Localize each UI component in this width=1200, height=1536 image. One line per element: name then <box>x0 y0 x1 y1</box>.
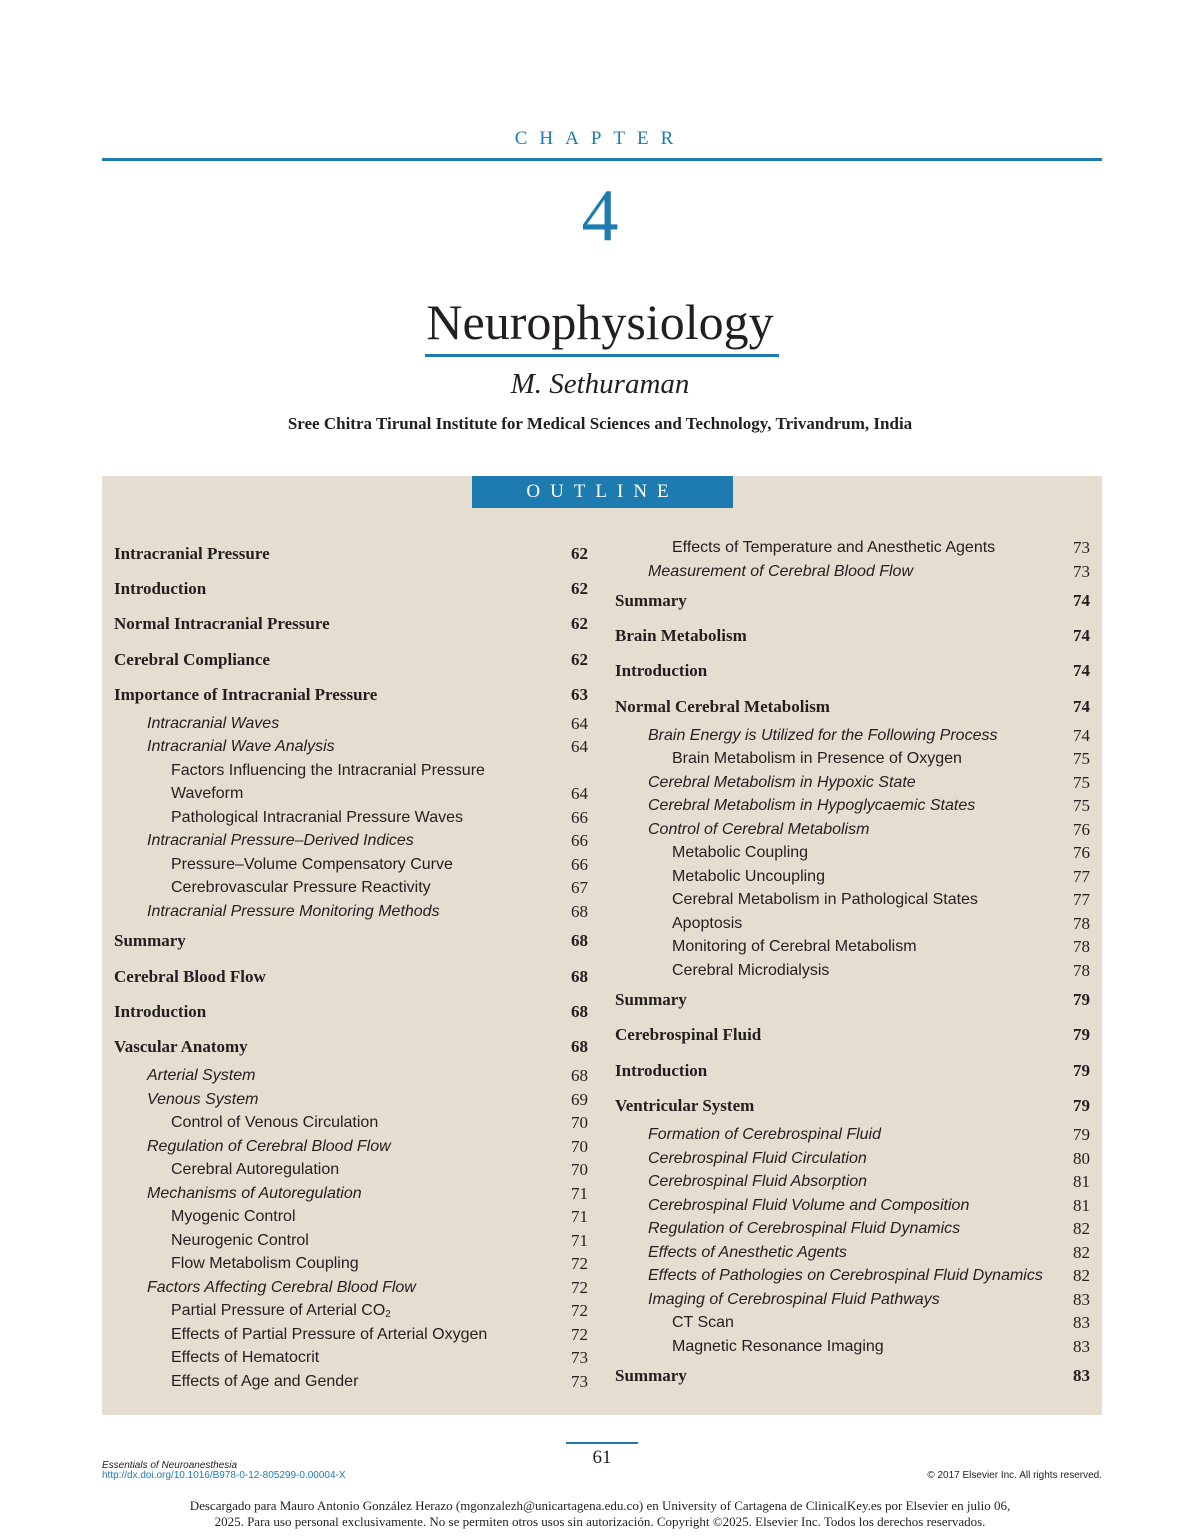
outline-entry-text: Cerebrospinal Fluid Circulation <box>648 1149 867 1167</box>
outline-entry-title <box>114 571 206 606</box>
doi-link[interactable]: http://dx.doi.org/10.1016/B978-0-12-805299-0.00004-X <box>102 1470 346 1481</box>
outline-entry[interactable] <box>615 794 1090 818</box>
outline-entry[interactable] <box>615 653 1090 688</box>
outline-entry-page: 74 <box>1073 696 1090 716</box>
outline-entry-page: 72 <box>571 1254 588 1274</box>
outline-entry-page: 79 <box>1073 1060 1090 1080</box>
outline-entry-text: Myogenic Control <box>171 1208 296 1226</box>
outline-entry[interactable] <box>615 1017 1090 1052</box>
outline-entry-title <box>114 642 270 677</box>
outline-entry[interactable] <box>114 806 588 830</box>
outline-entry-text: Apoptosis <box>672 914 743 932</box>
outline-entry-title <box>114 1029 248 1064</box>
outline-entry-text: Metabolic Uncoupling <box>672 867 825 885</box>
outline-entry-text: Neurogenic Control <box>171 1231 309 1249</box>
outline-entry[interactable] <box>114 1323 588 1347</box>
outline-entry[interactable] <box>615 583 1090 618</box>
outline-entry-title <box>171 806 463 830</box>
outline-entry-page: 73 <box>571 1371 588 1391</box>
outline-entry-title <box>648 1264 1043 1288</box>
outline-entry-text: Normal Cerebral Metabolism <box>615 696 830 716</box>
outline-entry-page: 69 <box>571 1089 588 1109</box>
outline-entry-page: 64 <box>571 713 588 733</box>
outline-entry-text: CT Scan <box>672 1314 734 1331</box>
page-number: 61 <box>592 1447 612 1468</box>
outline-entry-page: 68 <box>571 1001 588 1021</box>
outline-entry-text: Intracranial Waves <box>147 714 280 732</box>
outline-entry-title <box>615 689 830 724</box>
outline-entry-text: Ventricular System <box>615 1095 755 1115</box>
outline-entry[interactable] <box>615 1194 1090 1218</box>
outline-entry-page: 79 <box>1073 990 1090 1010</box>
outline-entry-page: 62 <box>571 544 588 563</box>
outline-entry[interactable] <box>114 900 588 924</box>
outline-entry-page: 68 <box>571 931 588 951</box>
outline-entry[interactable] <box>114 1346 588 1370</box>
outline-entry-page: 64 <box>571 737 588 757</box>
download-notice-line-1: Descargado para Mauro Antonio González Herazo (mgonzalezh@unicartagena.edu.co) en University of Cartagena de ClinicalKey.es por Elsevier en julio 06, <box>189 1498 1011 1513</box>
outline-entry-text: Effects of Pathologies on Cerebrospinal Fluid Dynamics <box>648 1267 1043 1284</box>
outline-entry-text: Partial Pressure of Arterial CO <box>171 1302 386 1320</box>
outline-entry-page: 66 <box>571 831 588 851</box>
outline-entry-text: Summary <box>615 1366 687 1385</box>
outline-entry[interactable] <box>114 876 588 900</box>
chapter-title: Neurophysiology <box>426 294 774 350</box>
outline-entry-page: 72 <box>571 1301 588 1321</box>
outline-entry-page: 79 <box>1073 1095 1090 1115</box>
outline-entry-title <box>114 994 206 1029</box>
download-notice-line-2: 2025. Para uso personal exclusivamente. No se permiten otros usos sin autorización. Copyright ©2025. Elsevier Inc. Todos los derechos reservados. <box>214 1514 986 1529</box>
outline-entry-text: Cerebrospinal Fluid <box>615 1025 762 1045</box>
outline-entry-text: Brain Metabolism <box>615 626 747 646</box>
outline-entry-page: 68 <box>571 1037 588 1056</box>
outline-entry-text: Intracranial Pressure Monitoring Methods <box>147 902 440 920</box>
outline-entry-page: 74 <box>1073 591 1090 610</box>
outline-entry-title <box>672 959 829 983</box>
outline-entry[interactable] <box>615 560 1090 584</box>
book-title: Essentials of Neuroanesthesia <box>102 1460 238 1471</box>
outline-entry-title <box>147 712 279 736</box>
outline-entry[interactable] <box>114 959 588 994</box>
outline-entry-title <box>615 1358 687 1393</box>
outline-entry[interactable] <box>114 735 588 759</box>
outline-entry-page: 74 <box>1073 661 1090 681</box>
outline-entry-title <box>147 1276 416 1300</box>
outline-entry[interactable] <box>615 747 1090 771</box>
outline-entry[interactable] <box>114 853 588 877</box>
outline-entry-title <box>114 536 270 571</box>
outline-entry-text: Normal Intracranial Pressure <box>114 614 330 634</box>
outline-entry-title <box>615 618 747 653</box>
outline-entry-title <box>147 735 335 759</box>
outline-entry-title <box>648 1123 881 1147</box>
outline-entry-text: Control of Venous Circulation <box>171 1114 379 1132</box>
outline-entry[interactable] <box>615 912 1090 936</box>
outline-entry-text: Summary <box>114 931 186 951</box>
outline-entry-text: Pathological Intracranial Pressure Waves <box>171 808 463 826</box>
outline-entry-title <box>615 653 707 688</box>
outline-entry-text: Summary <box>615 591 687 610</box>
outline-entry[interactable] <box>615 1147 1090 1171</box>
outline-entry[interactable] <box>114 677 588 712</box>
outline-entry-subscript: 2 <box>385 1309 391 1321</box>
outline-entry-text: Introduction <box>114 1001 207 1021</box>
outline-right-column <box>615 536 1090 1393</box>
outline-entry-text: Cerebral Autoregulation <box>171 1161 340 1179</box>
outline-entry[interactable] <box>615 689 1090 724</box>
outline-entry-title <box>648 1194 969 1218</box>
outline-left-column <box>114 536 588 1393</box>
outline-entry-text: Intracranial Pressure <box>114 544 270 563</box>
outline-entry-title <box>171 1346 319 1370</box>
author-name: M. Sethuraman <box>510 368 690 400</box>
outline-entry-title <box>648 560 913 584</box>
outline-entry-text: Flow Metabolism Coupling <box>171 1255 359 1273</box>
outline-entry-page: 72 <box>571 1324 588 1344</box>
outline-entry-page: 62 <box>571 579 588 599</box>
outline-entry-text: Pressure–Volume Compensatory Curve <box>171 855 453 873</box>
outline-entry-page: 74 <box>1073 725 1090 745</box>
outline-entry[interactable] <box>615 724 1090 748</box>
outline-entry-title <box>114 606 330 641</box>
outline-entry-title <box>114 677 377 712</box>
outline-entry[interactable] <box>615 1358 1090 1393</box>
outline-entry-text: Cerebral Microdialysis <box>672 961 830 979</box>
outline-entry-page: 73 <box>1073 538 1090 557</box>
outline-entry-text: Imaging of Cerebrospinal Fluid Pathways <box>648 1290 940 1308</box>
outline-entry-title <box>672 912 742 936</box>
outline-entry-page: 74 <box>1073 626 1090 646</box>
outline-entry-title <box>672 841 808 865</box>
outline-entry-page: 73 <box>571 1348 588 1368</box>
outline-entry[interactable] <box>114 1088 588 1112</box>
outline-entry-text: Brain Energy is Utilized for the Following Process <box>648 726 998 744</box>
outline-entry-page: 76 <box>1073 843 1090 863</box>
outline-entry-page: 64 <box>571 784 588 804</box>
outline-entry-page: 67 <box>571 878 588 898</box>
outline-entry-title <box>648 818 869 842</box>
outline-entry-text: Cerebrospinal Fluid Volume and Composition <box>648 1196 970 1214</box>
outline-entry[interactable] <box>114 759 588 783</box>
outline-entry-title <box>171 1111 378 1135</box>
outline-entry[interactable] <box>615 536 1090 560</box>
outline-entry-text: Effects of Partial Pressure of Arterial Oxygen <box>171 1325 488 1343</box>
outline-entry[interactable] <box>615 618 1090 653</box>
download-notice <box>0 1498 1200 1530</box>
outline-entry-title <box>147 1182 362 1206</box>
outline-entry[interactable] <box>114 1158 588 1182</box>
outline-entry-title <box>672 1311 734 1335</box>
outline-entry-page: 82 <box>1073 1266 1090 1285</box>
outline-entry-page: 75 <box>1073 796 1090 816</box>
outline-entry-page: 62 <box>571 649 588 669</box>
outline-entry-title <box>615 982 687 1017</box>
outline-entry[interactable] <box>114 1205 588 1229</box>
outline-entry-text: Arterial System <box>147 1067 256 1085</box>
outline-entry[interactable] <box>615 1288 1090 1312</box>
outline-entry-page: 77 <box>1073 866 1090 886</box>
outline-entry[interactable] <box>114 782 588 806</box>
outline-entry-text: Cerebral Metabolism in Pathological States <box>672 891 978 909</box>
outline-entry-text: Formation of Cerebrospinal Fluid <box>648 1126 881 1143</box>
outline-entry-page: 81 <box>1073 1195 1090 1215</box>
outline-entry-title <box>615 1017 761 1052</box>
outline-entry-text: Regulation of Cerebrospinal Fluid Dynamics <box>648 1220 961 1237</box>
outline-entry[interactable] <box>114 1064 588 1088</box>
outline-entry-title <box>147 829 414 853</box>
outline-entry-page: 63 <box>571 684 588 704</box>
outline-entry-page: 73 <box>1073 561 1090 581</box>
outline-entry-title <box>615 1088 754 1123</box>
outline-entry-page: 82 <box>1073 1242 1090 1262</box>
outline-entry[interactable] <box>615 1311 1090 1335</box>
chapter-divider <box>102 158 1102 161</box>
outline-entry-text: Regulation of Cerebral Blood Flow <box>147 1137 391 1155</box>
outline-entry[interactable] <box>615 1335 1090 1359</box>
outline-entry[interactable] <box>114 571 588 606</box>
outline-entry-text: Venous System <box>147 1090 259 1108</box>
outline-entry-title <box>672 888 978 912</box>
page-number-rule <box>566 1442 638 1444</box>
outline-entry[interactable] <box>114 994 588 1029</box>
outline-entry-page: 72 <box>571 1277 588 1297</box>
outline-entry-page: 75 <box>1073 772 1090 792</box>
outline-entry-page: 71 <box>571 1183 588 1203</box>
outline-entry-title <box>648 794 975 818</box>
outline-entry-title <box>648 1241 847 1265</box>
outline-entry[interactable] <box>615 1088 1090 1123</box>
outline-entry-page: 68 <box>571 1066 588 1086</box>
outline-entry-page: 62 <box>571 614 588 634</box>
outline-entry-title <box>171 1323 487 1347</box>
outline-entry-title <box>171 759 485 783</box>
outline-entry[interactable] <box>615 771 1090 795</box>
outline-entry[interactable] <box>114 1182 588 1206</box>
copyright-notice: © 2017 Elsevier Inc. All rights reserved. <box>927 1470 1102 1481</box>
outline-entry-page: 80 <box>1073 1148 1090 1168</box>
outline-entry-page: 83 <box>1073 1289 1090 1309</box>
outline-entry-page: 83 <box>1073 1313 1090 1332</box>
outline-entry-text: Vascular Anatomy <box>114 1037 248 1056</box>
outline-entry-text: Measurement of Cerebral Blood Flow <box>648 562 914 580</box>
outline-entry-text: Effects of Age and Gender <box>171 1372 359 1390</box>
outline-entry[interactable] <box>615 818 1090 842</box>
author-affiliation: Sree Chitra Tirunal Institute for Medical Sciences and Technology, Trivandrum, India <box>287 414 913 433</box>
outline-entry-page: 68 <box>571 966 588 986</box>
chapter-number: 4 <box>581 175 619 257</box>
outline-entry-title <box>672 865 825 889</box>
outline-entry[interactable] <box>615 935 1090 959</box>
outline-entry-text: Metabolic Coupling <box>672 844 809 862</box>
outline-entry-page: 83 <box>1073 1336 1090 1356</box>
outline-entry-page: 77 <box>1073 890 1090 910</box>
outline-entry-text: Cerebral Compliance <box>114 649 270 669</box>
outline-entry-title <box>147 900 440 924</box>
outline-entry-title <box>171 782 243 806</box>
outline-entry-title <box>171 876 431 900</box>
outline-entry-title <box>648 1170 867 1194</box>
outline-entry[interactable] <box>615 865 1090 889</box>
outline-entry-title <box>615 583 687 618</box>
outline-entry-page: 78 <box>1073 960 1090 980</box>
outline-entry-page: 81 <box>1073 1172 1090 1191</box>
outline-entry-title <box>171 1252 359 1276</box>
outline-entry-title <box>672 747 962 771</box>
outline-entry[interactable] <box>615 1170 1090 1194</box>
outline-entry-page: 75 <box>1073 749 1090 769</box>
outline-entry-text: Introduction <box>615 1060 708 1080</box>
outline-entry-title <box>147 1135 391 1159</box>
outline-entry[interactable] <box>615 1123 1090 1147</box>
outline-entry-text: Magnetic Resonance Imaging <box>672 1337 884 1355</box>
outline-entry-text: Introduction <box>615 661 708 681</box>
outline-entry[interactable] <box>615 1241 1090 1265</box>
outline-entry-title <box>672 935 917 959</box>
outline-entry-text: Cerebrovascular Pressure Reactivity <box>171 879 431 897</box>
outline-entry[interactable] <box>114 1111 588 1135</box>
outline-entry-title <box>171 1205 296 1229</box>
outline-entry-page: 79 <box>1073 1025 1090 1045</box>
outline-entry-title <box>672 1335 884 1359</box>
outline-entry-title <box>171 853 453 877</box>
outline-entry-text: Monitoring of Cerebral Metabolism <box>672 938 917 956</box>
outline-entry-text: Brain Metabolism in Presence of Oxygen <box>672 750 962 768</box>
outline-entry-title <box>147 1088 258 1112</box>
outline-label: OUTLINE <box>472 476 733 508</box>
outline-entry-title <box>648 1217 960 1241</box>
outline-entry-text: Effects of Hematocrit <box>171 1349 320 1367</box>
outline-entry-text: Waveform <box>171 785 244 803</box>
outline-entry-page: 66 <box>571 807 588 827</box>
outline-entry[interactable] <box>114 1229 588 1253</box>
outline-entry-text: Cerebral Metabolism in Hypoxic State <box>648 773 916 791</box>
outline-entry-text: Cerebral Metabolism in Hypoglycaemic States <box>648 797 976 815</box>
outline-entry-page: 71 <box>571 1207 588 1227</box>
outline-entry-title <box>648 771 916 795</box>
outline-entry[interactable] <box>114 923 588 958</box>
outline-entry-text: Effects of Anesthetic Agents <box>648 1243 847 1261</box>
outline-entry-text: Mechanisms of Autoregulation <box>147 1184 362 1202</box>
outline-entry-title <box>648 1288 940 1312</box>
outline-entry-page: 78 <box>1073 937 1090 957</box>
outline-entry[interactable] <box>114 642 588 677</box>
outline-entry[interactable] <box>615 1217 1090 1241</box>
outline-entry[interactable] <box>615 982 1090 1017</box>
outline-entry-page: 83 <box>1073 1366 1090 1385</box>
outline-entry-page: 76 <box>1073 819 1090 839</box>
outline-entry[interactable] <box>114 1370 588 1394</box>
outline-entry-page: 71 <box>571 1230 588 1250</box>
outline-entry[interactable] <box>615 959 1090 983</box>
outline-entry[interactable] <box>615 888 1090 912</box>
outline-entry-text: Intracranial Pressure–Derived Indices <box>147 832 414 850</box>
outline-entry[interactable] <box>114 1299 588 1323</box>
outline-entry-text: Importance of Intracranial Pressure <box>114 684 378 704</box>
outline-entry-text: Introduction <box>114 579 207 599</box>
outline-entry-page: 70 <box>571 1160 588 1180</box>
outline-entry-title <box>171 1229 309 1253</box>
outline-entry-page: 66 <box>571 854 588 874</box>
outline-entry-page: 70 <box>571 1113 588 1133</box>
outline-entry-title <box>615 1053 707 1088</box>
outline-entry[interactable] <box>615 841 1090 865</box>
outline-entry[interactable] <box>114 829 588 853</box>
outline-entry-page: 79 <box>1073 1125 1090 1144</box>
outline-entry[interactable] <box>615 1053 1090 1088</box>
outline-entry-title <box>114 959 266 994</box>
outline-entry-title <box>648 1147 867 1171</box>
outline-entry[interactable] <box>114 1252 588 1276</box>
outline-entry[interactable] <box>114 536 588 571</box>
title-underline <box>425 354 779 357</box>
outline-entry-text: Intracranial Wave Analysis <box>147 738 335 756</box>
outline-entry[interactable] <box>114 712 588 736</box>
outline-entry-text: Factors Affecting Cerebral Blood Flow <box>147 1278 416 1296</box>
chapter-label: CHAPTER <box>514 128 686 149</box>
outline-entry-title <box>171 1158 339 1182</box>
outline-entry[interactable] <box>114 1276 588 1300</box>
outline-entry-text: Factors Influencing the Intracranial Pressure <box>171 761 485 779</box>
outline-entry-page: 78 <box>1073 913 1090 933</box>
outline-entry-page: 82 <box>1073 1219 1090 1238</box>
outline-entry-title <box>114 923 186 958</box>
outline-entry-page: 70 <box>571 1136 588 1156</box>
outline-entry-title <box>672 536 995 560</box>
outline-entry-title <box>147 1064 255 1088</box>
outline-entry-title <box>171 1370 358 1394</box>
outline-entry-page: 68 <box>571 901 588 921</box>
outline-entry[interactable] <box>114 606 588 641</box>
outline-entry-text: Effects of Temperature and Anesthetic Agents <box>672 539 996 556</box>
outline-entry-title <box>648 724 997 748</box>
outline-entry[interactable] <box>114 1029 588 1064</box>
outline-entry[interactable] <box>114 1135 588 1159</box>
outline-entry-text: Control of Cerebral Metabolism <box>648 820 870 838</box>
outline-entry[interactable] <box>615 1264 1090 1288</box>
outline-entry-text: Summary <box>615 990 687 1010</box>
outline-entry-text: Cerebrospinal Fluid Absorption <box>648 1173 868 1190</box>
outline-entry-text: Cerebral Blood Flow <box>114 966 266 986</box>
